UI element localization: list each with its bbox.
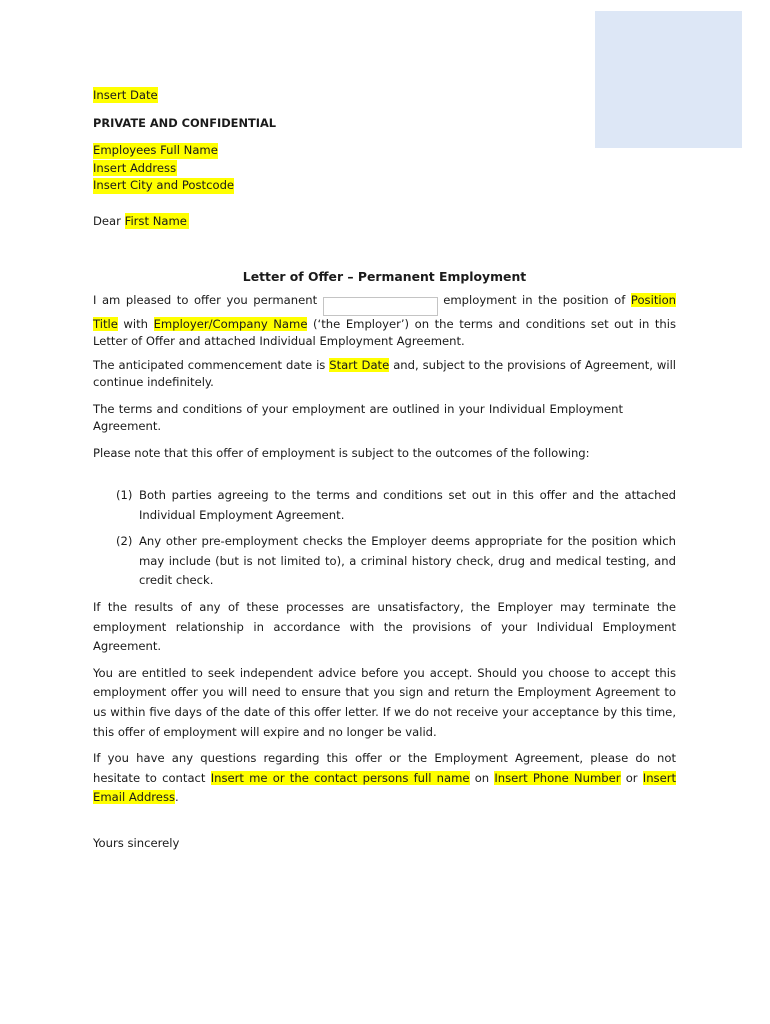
contact-name-field[interactable]: Insert me or the contact persons full name: [210, 770, 470, 785]
salutation-text: Dear: [93, 213, 121, 228]
date-field[interactable]: [93, 87, 158, 103]
employment-type-input[interactable]: [323, 297, 438, 316]
closing-text: Yours sincerely: [93, 835, 180, 850]
recipient-block: [93, 142, 676, 195]
paragraph-subject-to: Please note that this offer of employment is subject to the outcomes of the following:: [93, 445, 590, 460]
recipient-name-field[interactable]: [93, 143, 218, 159]
email-field[interactable]: Insert Email Address: [93, 770, 677, 805]
recipient-address-field[interactable]: [93, 160, 177, 176]
start-date-field[interactable]: Start Date: [329, 357, 390, 372]
paragraph-unsatisfactory: If the results of any of these processes are unsatisfactory, the Employer may terminate the employment relationship in accordance with the provisions of your Individual Employment Agreement.: [93, 599, 676, 654]
recipient-city-field[interactable]: [93, 178, 234, 194]
paragraph-contact: If you have any questions regarding this offer or the Employment Agreement, please do not hesitate to contact Insert me or the contact persons full name on Insert Phone Number or Insert Email Address.: [93, 751, 677, 805]
conditions-list: [93, 486, 676, 591]
salutation-line: [93, 213, 676, 231]
paragraph-terms: The terms and conditions of your employment are outlined in your Individual Employment Agreement.: [93, 401, 623, 433]
employer-name-field[interactable]: Employer/Company Name: [153, 316, 308, 331]
date-line: [93, 87, 676, 107]
paragraph-commencement: The anticipated commencement date is Start Date and, subject to the provisions of Agreement, will continue indefinitely.: [93, 357, 677, 389]
paragraph-offer: I am pleased to offer you permanent employment in the position of Position Title with Employer/Company Name (‘the Employer’) on the terms and conditions set out in this Letter of Offer and attached Individual Employment Agreement.: [93, 293, 677, 348]
paragraph-acceptance: You are entitled to seek independent advice before you accept. Should you choose to accept this employment offer you will need to ensure that you sign and return the Employment Agreement to us within five days of the date of this offer letter. If we do not receive your acceptance by this time, this offer of employment will expire and no longer be valid.: [93, 665, 676, 739]
phone-field[interactable]: Insert Phone Number: [494, 770, 621, 785]
list-item: (1) Both parties agreeing to the terms and conditions set out in this offer and the attached Individual Employment Agreement.: [116, 488, 676, 522]
first-name-field[interactable]: [125, 213, 189, 229]
confidential-label: PRIVATE AND CONFIDENTIAL: [93, 116, 277, 130]
letter-title: Letter of Offer – Permanent Employment: [242, 269, 527, 284]
position-title-field[interactable]: Position Title: [93, 293, 677, 331]
list-item: (2) Any other pre-employment checks the Employer deems appropriate for the position which may include (but is not limited to), a criminal history check, drug and medical testing, and credit check.: [116, 534, 676, 588]
letter-body: [93, 87, 676, 852]
